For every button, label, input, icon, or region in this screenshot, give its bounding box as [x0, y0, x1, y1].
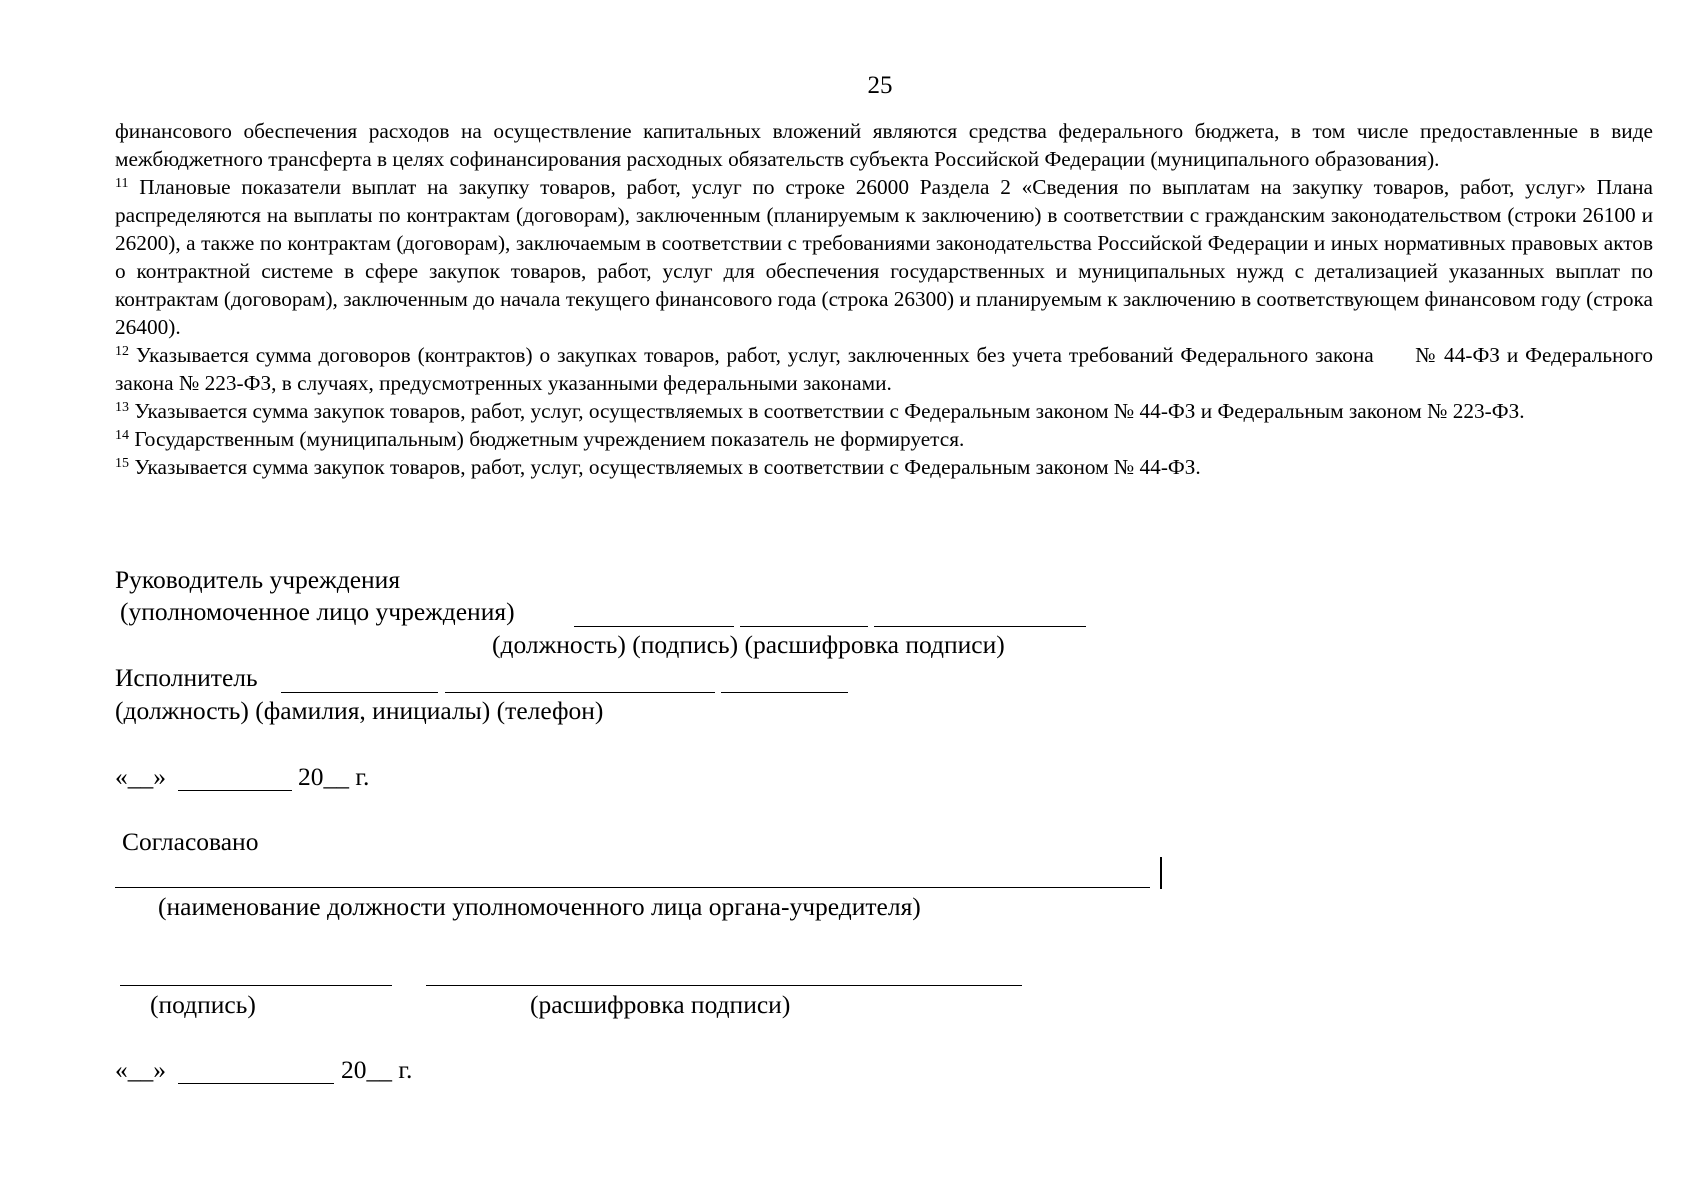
footnote-15: [115, 453, 1653, 481]
date2-day: «__»: [115, 1055, 166, 1084]
sign-caption: (подпись): [150, 990, 256, 1019]
executor-phone-line: [721, 692, 848, 693]
footnote-12: [115, 341, 1659, 397]
footnote-mark: 12: [115, 344, 129, 359]
footnote-mark: 11: [115, 176, 129, 191]
head-title: Руководитель учреждения: [115, 565, 401, 594]
executor-name-line: [445, 692, 715, 693]
head-decode-line: [874, 626, 1086, 627]
approved-label: Согласовано: [122, 827, 259, 856]
footnote-continuation: финансового обеспечения расходов на осуществление капитальных вложений являются средства федерального бюджета, в том числе предоставленные в виде межбюджетного трансферта в целях софинансирования расходных обязательств субъекта Российской Федерации (муниципального образования).: [115, 119, 1653, 171]
head-captions: (должность) (подпись) (расшифровка подписи): [492, 630, 1005, 659]
date2-month-line: [178, 1083, 334, 1084]
footnote-mark: 15: [115, 456, 129, 471]
footnote-13: [115, 397, 1653, 425]
footnote-mark: 13: [115, 400, 129, 415]
footnote-14: [115, 425, 1653, 453]
footnote-text: Государственным (муниципальным) бюджетным учреждением показатель не формируется.: [134, 427, 965, 451]
footnote-11: [115, 173, 1653, 341]
footnotes: [115, 117, 1659, 481]
executor-position-line: [281, 692, 438, 693]
footnote-text: Указывается сумма закупок товаров, работ, услуг, осуществляемых в соответствии с Федеральным законом № 44-ФЗ.: [134, 455, 1201, 479]
head-signature-line: [740, 626, 868, 627]
page-number: 25: [867, 72, 893, 99]
executor-label: Исполнитель: [115, 663, 258, 692]
footnote-text: Указывается сумма закупок товаров, работ, услуг, осуществляемых в соответствии с Федеральным законом № 44-ФЗ и Федеральным законом № 223-ФЗ.: [134, 399, 1525, 423]
footnote-mark: 14: [115, 428, 129, 443]
text-cursor-bar: [1160, 857, 1162, 889]
head-position-line: [574, 626, 734, 627]
executor-captions: (должность) (фамилия, инициалы) (телефон): [115, 696, 604, 725]
approver-position-line: [115, 887, 1150, 888]
approver-caption: (наименование должности уполномоченного лица органа-учредителя): [158, 892, 921, 921]
footnote-text: Плановые показатели выплат на закупку товаров, работ, услуг по строке 26000 Раздела 2 «Сведения по выплатам на закупку товаров, работ, услуг» Плана распределяются на выплаты по контрактам (договорам), заключенным (планируемым к заключению) в соответствии с гражданским законодательством (строки 26100 и 26200), а также по контрактам (договорам), заключаемым в соответствии с требованиями законодательства Российской Федерации и иных нормативных правовых актов о контрактной системе в сфере закупок товаров, работ, услуг для обеспечения государственных и муниципальных нужд с детализацией указанных выплат по контрактам (договорам), заключенным до начала текущего финансового года (строка 26300) и планируемым к заключению в соответствующем финансовом году (строка 26400).: [115, 175, 1653, 339]
approver-decode-line: [426, 985, 1022, 986]
footnote-text: Указывается сумма договоров (контрактов) о закупках товаров, работ, услуг, заключенных без учета требований Федерального закона № 44-ФЗ и Федерального закона № 223-ФЗ, в случаях, предусмотренных указанными федеральными законами.: [115, 343, 1659, 395]
head-subtitle: (уполномоченное лицо учреждения): [120, 597, 515, 626]
approver-signature-line: [120, 985, 392, 986]
date1-month-line: [178, 790, 292, 791]
date1-day: «__»: [115, 762, 166, 791]
date2-year: 20__ г.: [341, 1055, 413, 1084]
date1-year: 20__ г.: [298, 762, 370, 791]
decode-caption: (расшифровка подписи): [530, 990, 791, 1019]
